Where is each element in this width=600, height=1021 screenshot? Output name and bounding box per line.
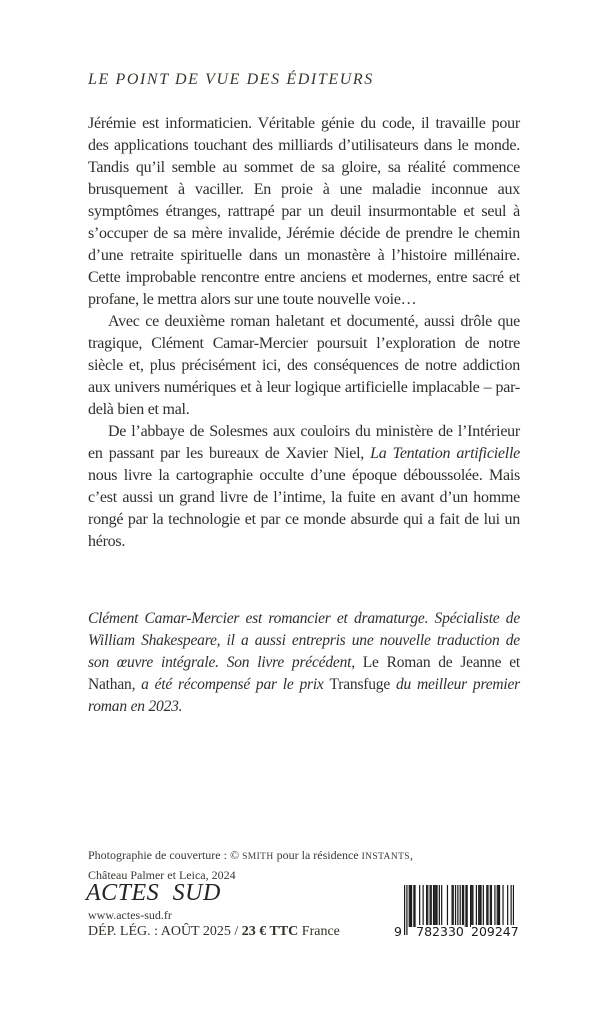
synopsis-paragraph-2: Avec ce deuxième roman haletant et documenté, aussi drôle que tragique, Clément Camar-Mercier poursuit l’exploration de notre siècle et, plus précisément ici, des conséquences de notre addiction aux univers numériques et à leur logique artificielle implacable – par-delà bien et mal.: [88, 313, 520, 418]
synopsis: [88, 113, 520, 553]
photographer-name: SMITH: [242, 852, 274, 862]
book-title: La Tentation artificielle: [370, 445, 520, 462]
barcode-left-digits: 782330: [416, 924, 464, 939]
author-bio: [88, 608, 520, 718]
synopsis-paragraph-3: [88, 421, 520, 553]
photo-credit-line-1: [88, 846, 413, 866]
photo-credit-line-2: Château Palmer et Leica, 2024: [88, 868, 236, 882]
barcode-right-digits: 209247: [471, 924, 519, 939]
author-bio-text-2: , a été récompensé par le prix: [131, 676, 330, 693]
page-title: LE POINT DE VUE DES ÉDITEURS: [88, 71, 374, 88]
synopsis-paragraph-1: Jérémie est informaticien. Véritable génie du code, il travaille pour des applications touchant des milliards d’utilisateurs dans le monde. Tandis qu’il semble au sommet de sa gloire, sa réalité commence brusquement à vaciller. En proie à une maladie inconnue aux symptômes étranges, rattrapé par un deuil insurmontable et seul à s’occuper de sa mère invalide, Jérémie décide de prendre le chemin d’une retraite spirituelle dans un monastère à l’histoire millénaire. Cette improbable rencontre entre anciens et modernes, entre sacré et profane, le mettra alors sur une toute nouvelle voie…: [88, 115, 520, 308]
publisher-website: www.actes-sud.fr: [88, 908, 172, 922]
residency-name: INSTANTS: [361, 852, 410, 862]
publisher-logo: ACTES SUD: [86, 880, 221, 906]
legal-country: France: [298, 924, 340, 939]
synopsis-paragraph-3-lead: De l’abbaye de Solesmes aux couloirs du ministère de l’Intérieur en passant par les bureaux de Xavier Niel,: [88, 423, 520, 462]
isbn-barcode: [396, 885, 518, 943]
previous-book-title: Le Roman de Jeanne et Nathan: [88, 654, 520, 693]
credit-suffix: ,: [409, 848, 413, 862]
author-bio-text-3: du meilleur premier roman en 2023.: [88, 676, 521, 715]
prize-name: Transfuge: [329, 676, 391, 693]
credit-middle: pour la résidence: [273, 848, 362, 862]
synopsis-paragraph-3-tail: nous livre la cartographie occulte d’une époque déboussolée. Mais c’est aussi un grand livre de l’intime, la fuite en avant d’un homme rongé par la technologie et par ce monde absurde qui a fait de lui un héros.: [88, 467, 520, 550]
author-bio-text-1: Clément Camar-Mercier est romancier et dramaturge. Spécialiste de William Shakespeare, il a aussi entrepris une nouvelle traduction de son œuvre intégrale. Son livre précédent,: [88, 610, 520, 671]
price: 23 € TTC: [241, 924, 299, 939]
legal-deposit-line: [88, 924, 340, 940]
cover-photo-credit: [88, 846, 413, 884]
credit-prefix: Photographie de couverture : ©: [88, 848, 243, 862]
legal-deposit-text: DÉP. LÉG. : AOÛT 2025 /: [88, 924, 242, 939]
barcode-first-digit: 9: [394, 924, 402, 939]
